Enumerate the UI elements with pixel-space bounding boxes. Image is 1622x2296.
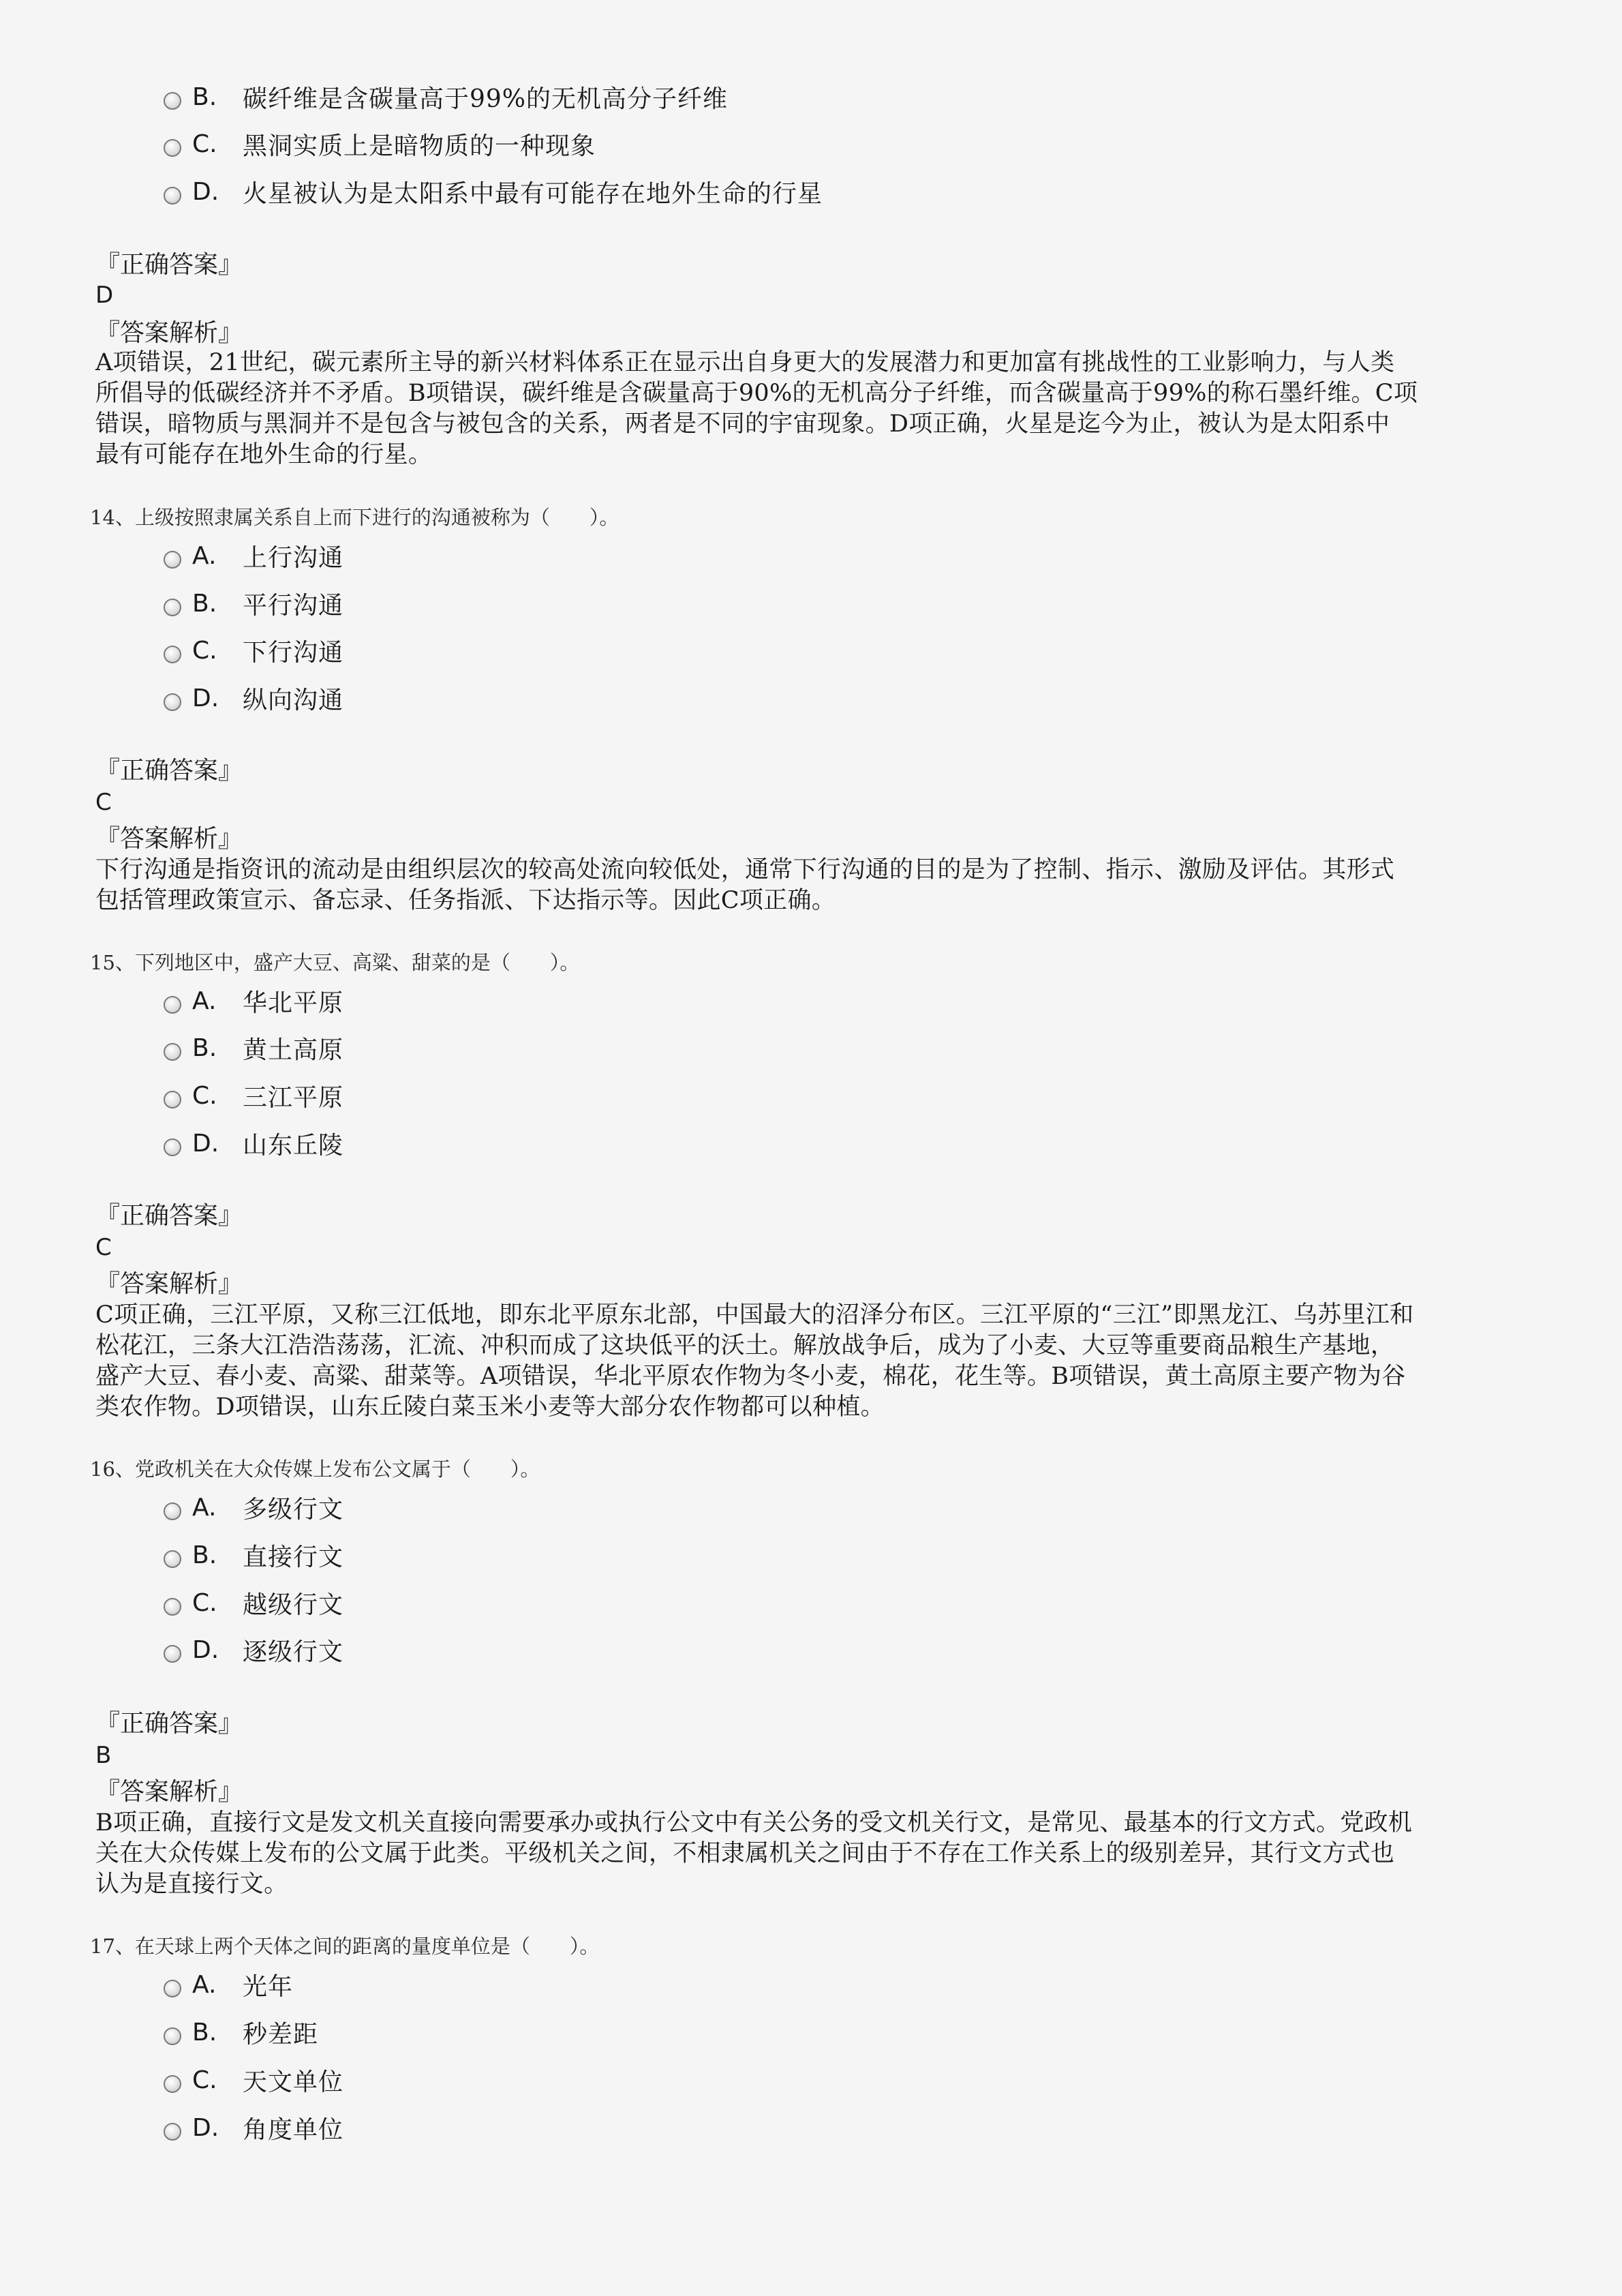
option-letter: A. <box>192 986 217 1015</box>
option-text: 山东丘陵 <box>243 1131 344 1160</box>
q13-option-c[interactable] <box>164 123 596 164</box>
q17-option-b[interactable] <box>164 2012 318 2053</box>
q13-answer: D <box>95 282 114 309</box>
option-letter: B. <box>192 1541 217 1569</box>
option-letter: D. <box>192 2113 219 2142</box>
option-text: 三江平原 <box>243 1083 344 1112</box>
option-letter: B. <box>192 2018 217 2046</box>
option-letter: C. <box>192 1588 217 1617</box>
option-letter: C. <box>192 1081 217 1110</box>
q15-option-b[interactable] <box>164 1027 343 1068</box>
radio-button-icon[interactable] <box>164 646 181 663</box>
option-letter: A. <box>192 1970 217 1999</box>
q15-option-c[interactable] <box>164 1075 343 1116</box>
option-text: 多级行文 <box>243 1495 344 1524</box>
option-text: 华北平原 <box>243 988 344 1017</box>
option-text: 光年 <box>243 1972 294 2001</box>
option-text: 天文单位 <box>243 2068 344 2096</box>
q13-option-b[interactable] <box>164 76 728 117</box>
q15-question: 15、下列地区中，盛产大豆、高粱、甜菜的是（ ）。 <box>90 951 580 974</box>
option-text: 上行沟通 <box>243 543 344 572</box>
radio-button-icon[interactable] <box>164 1502 181 1520</box>
q14-analysis-label: 『答案解析』 <box>95 825 243 853</box>
option-text: 黑洞实质上是暗物质的一种现象 <box>243 132 596 160</box>
option-letter: A. <box>192 541 217 570</box>
option-letter: B. <box>192 589 217 618</box>
radio-button-icon[interactable] <box>164 599 181 616</box>
q16-option-b[interactable] <box>164 1535 343 1575</box>
q16-option-d[interactable] <box>164 1629 343 1670</box>
q13-analysis-text: A项错误，21世纪，碳元素所主导的新兴材料体系正在显示出自身更大的发展潜力和更加富有挑战性的工业影响力，与人类 所倡导的低碳经济并不矛盾。B项错误，碳纤维是含碳量高于90%的无机高分子纤维，而含碳量高于99%的称石墨纤维。C项 错误，暗物质与黑洞并不是包含与被包含的关系，两者是不同的宇宙现象。D项正确，火星是迄今为止，被认为是太阳系中 最有可能存在地外生命的行星。 <box>95 349 1418 468</box>
q15-analysis-text: C项正确，三江平原，又称三江低地，即东北平原东北部，中国最大的沼泽分布区。三江平原的“三江”即黑龙江、乌苏里江和 松花江，三条大江浩浩荡荡，汇流、冲积而成了这块低平的沃土。解放战争后，成为了小麦、大豆等重要商品粮生产基地， 盛产大豆、春小麦、高粱、甜菜等。A项错误，华北平原农作物为冬小麦，棉花，花生等。B项错误，黄土高原主要产物为谷 类农作物。D项错误，山东丘陵白菜玉米小麦等大部分农作物都可以种植。 <box>95 1301 1414 1421</box>
option-letter: C. <box>192 636 217 665</box>
q15-answer: C <box>95 1234 112 1261</box>
option-letter: D. <box>192 684 219 712</box>
q15-option-a[interactable] <box>164 980 343 1021</box>
radio-button-icon[interactable] <box>164 1550 181 1568</box>
radio-button-icon[interactable] <box>164 1598 181 1616</box>
q16-option-a[interactable] <box>164 1487 343 1528</box>
q15-answer-label: 『正确答案』 <box>95 1202 243 1230</box>
radio-button-icon[interactable] <box>164 551 181 569</box>
q14-analysis-text: 下行沟通是指资讯的流动是由组织层次的较高处流向较低处，通常下行沟通的目的是为了控制、指示、激励及评估。其形式 包括管理政策宣示、备忘录、任务指派、下达指示等。因此C项正确。 <box>95 856 1395 914</box>
option-letter: A. <box>192 1493 217 1522</box>
option-letter: D. <box>192 177 219 206</box>
option-text: 平行沟通 <box>243 591 344 620</box>
q16-analysis-label: 『答案解析』 <box>95 1778 243 1806</box>
q16-analysis-text: B项正确，直接行文是发文机关直接向需要承办或执行公文中有关公务的受文机关行文，是常见、最基本的行文方式。党政机 关在大众传媒上发布的公文属于此类。平级机关之间，不相隶属机关之间由于不存在工作关系上的级别差异，其行文方式也 认为是直接行文。 <box>95 1809 1413 1898</box>
option-text: 越级行文 <box>243 1590 344 1619</box>
option-letter: D. <box>192 1129 219 1158</box>
q14-option-a[interactable] <box>164 535 343 576</box>
radio-button-icon[interactable] <box>164 1980 181 1997</box>
q14-option-c[interactable] <box>164 630 343 671</box>
q13-answer-label: 『正确答案』 <box>95 251 243 279</box>
q13-analysis-label: 『答案解析』 <box>95 319 243 347</box>
q14-option-b[interactable] <box>164 583 343 624</box>
option-text: 直接行文 <box>243 1543 344 1571</box>
q16-answer-label: 『正确答案』 <box>95 1710 243 1738</box>
option-text: 碳纤维是含碳量高于99%的无机高分子纤维 <box>243 85 729 113</box>
radio-button-icon[interactable] <box>164 1138 181 1156</box>
q15-option-d[interactable] <box>164 1123 343 1164</box>
option-letter: B. <box>192 1033 217 1062</box>
option-letter: D. <box>192 1635 219 1664</box>
radio-button-icon[interactable] <box>164 2075 181 2093</box>
radio-button-icon[interactable] <box>164 693 181 711</box>
q15-analysis-label: 『答案解析』 <box>95 1270 243 1298</box>
radio-button-icon[interactable] <box>164 996 181 1014</box>
radio-button-icon[interactable] <box>164 187 181 205</box>
q17-question: 17、在天球上两个天体之间的距离的量度单位是（ ）。 <box>90 1935 600 1958</box>
radio-button-icon[interactable] <box>164 2027 181 2045</box>
q17-option-a[interactable] <box>164 1964 293 2005</box>
q14-question: 14、上级按照隶属关系自上而下进行的沟通被称为（ ）。 <box>90 506 619 529</box>
option-text: 火星被认为是太阳系中最有可能存在地外生命的行星 <box>243 179 823 208</box>
q17-option-d[interactable] <box>164 2107 343 2148</box>
q13-option-d[interactable] <box>164 171 823 212</box>
q14-answer: C <box>95 789 112 816</box>
option-text: 纵向沟通 <box>243 686 344 714</box>
option-text: 角度单位 <box>243 2115 344 2144</box>
option-letter: C. <box>192 2066 217 2094</box>
option-letter: C. <box>192 130 217 158</box>
option-letter: B. <box>192 82 217 111</box>
radio-button-icon[interactable] <box>164 92 181 110</box>
radio-button-icon[interactable] <box>164 139 181 157</box>
option-text: 逐级行文 <box>243 1637 344 1666</box>
q17-option-c[interactable] <box>164 2059 343 2100</box>
q16-answer: B <box>95 1742 112 1769</box>
radio-button-icon[interactable] <box>164 1645 181 1663</box>
radio-button-icon[interactable] <box>164 1091 181 1108</box>
q14-option-d[interactable] <box>164 678 343 719</box>
radio-button-icon[interactable] <box>164 1043 181 1061</box>
q16-option-c[interactable] <box>164 1582 343 1623</box>
q14-answer-label: 『正确答案』 <box>95 757 243 785</box>
option-text: 秒差距 <box>243 2020 319 2049</box>
option-text: 下行沟通 <box>243 638 344 667</box>
q16-question: 16、党政机关在大众传媒上发布公文属于（ ）。 <box>90 1457 540 1481</box>
radio-button-icon[interactable] <box>164 2123 181 2141</box>
option-text: 黄土高原 <box>243 1036 344 1064</box>
